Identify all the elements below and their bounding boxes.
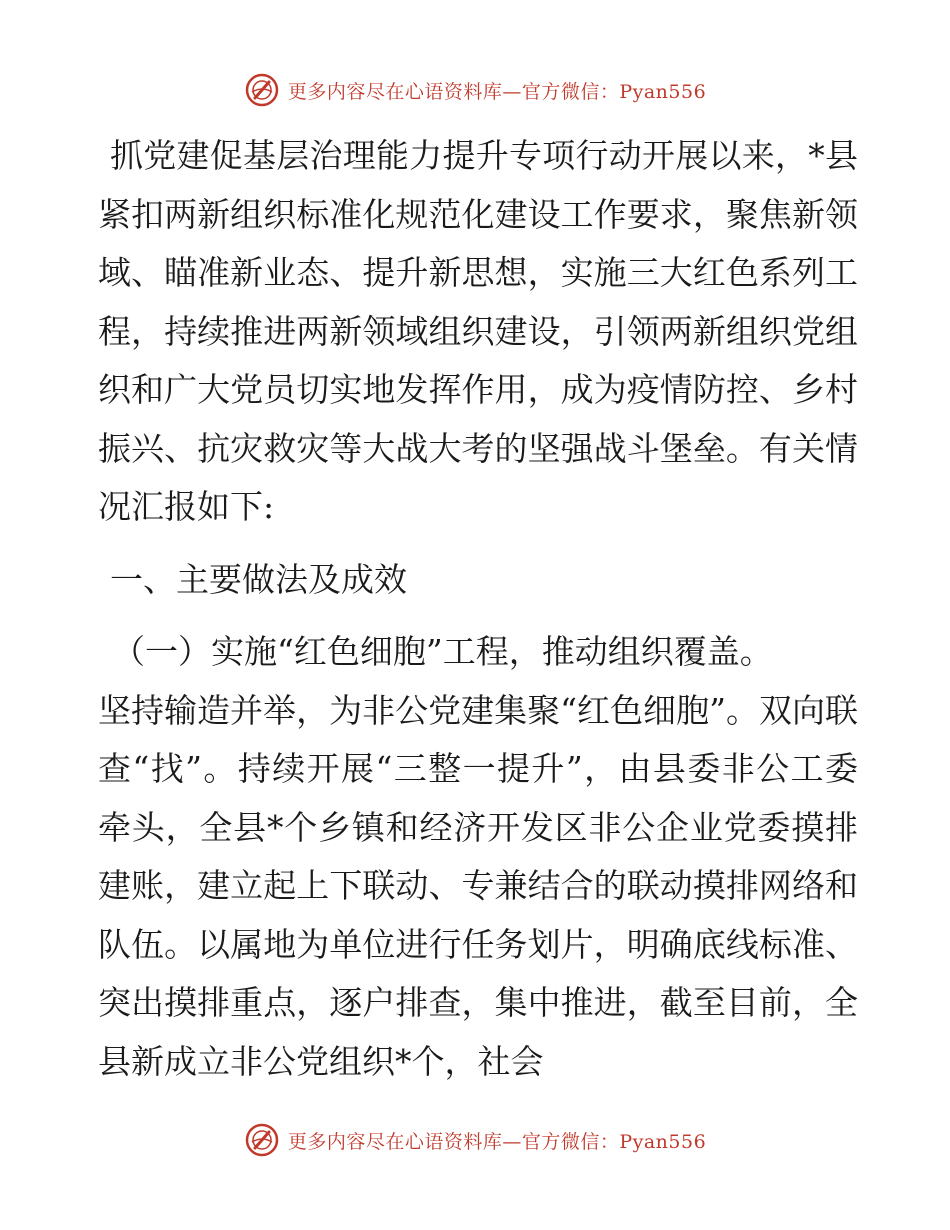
watermark-text: 更多内容尽在心语资料库—官方微信：Pyan556 — [287, 80, 707, 103]
seal-logo-icon — [244, 72, 280, 108]
section-heading: 一、主要做法及成效 — [110, 559, 407, 599]
watermark-text: 更多内容尽在心语资料库—官方微信：Pyan556 — [287, 1130, 707, 1153]
seal-logo-icon — [244, 1122, 280, 1158]
subsection-heading: （一）实施“红色细胞”工程，推动组织覆盖。 — [112, 632, 773, 671]
intro-paragraph: 抓党建促基层治理能力提升专项行动开展以来，*县紧扣两新组织标准化规范化建设工作要求，聚焦新领域、瞄准新业态、提升新思想，实施三大红色系列工程，持续推进两新领域组织建设，引领两新组织党组织和广大党员切实地发挥作用，成为疫情防控、乡村振兴、抗灾救灾等大战大考的坚强战斗堡垒。有关情况汇报如下: — [98, 136, 858, 526]
document-body — [98, 127, 858, 1091]
watermark-header — [0, 68, 950, 112]
body-paragraph: 坚持输造并举，为非公党建集聚“红色细胞”。双向联查“找”。持续开展“三整一提升”，由县委非公工委牵头，全县*个乡镇和经济开发区非公企业党委摸排建账，建立起上下联动、专兼结合的联动摸排网络和队伍。以属地为单位进行任务划片，明确底线标准、突出摸排重点，逐户排查，集中推进，截至目前，全县新成立非公党组织*个，社会 — [98, 690, 858, 1081]
watermark-footer — [0, 1118, 950, 1162]
